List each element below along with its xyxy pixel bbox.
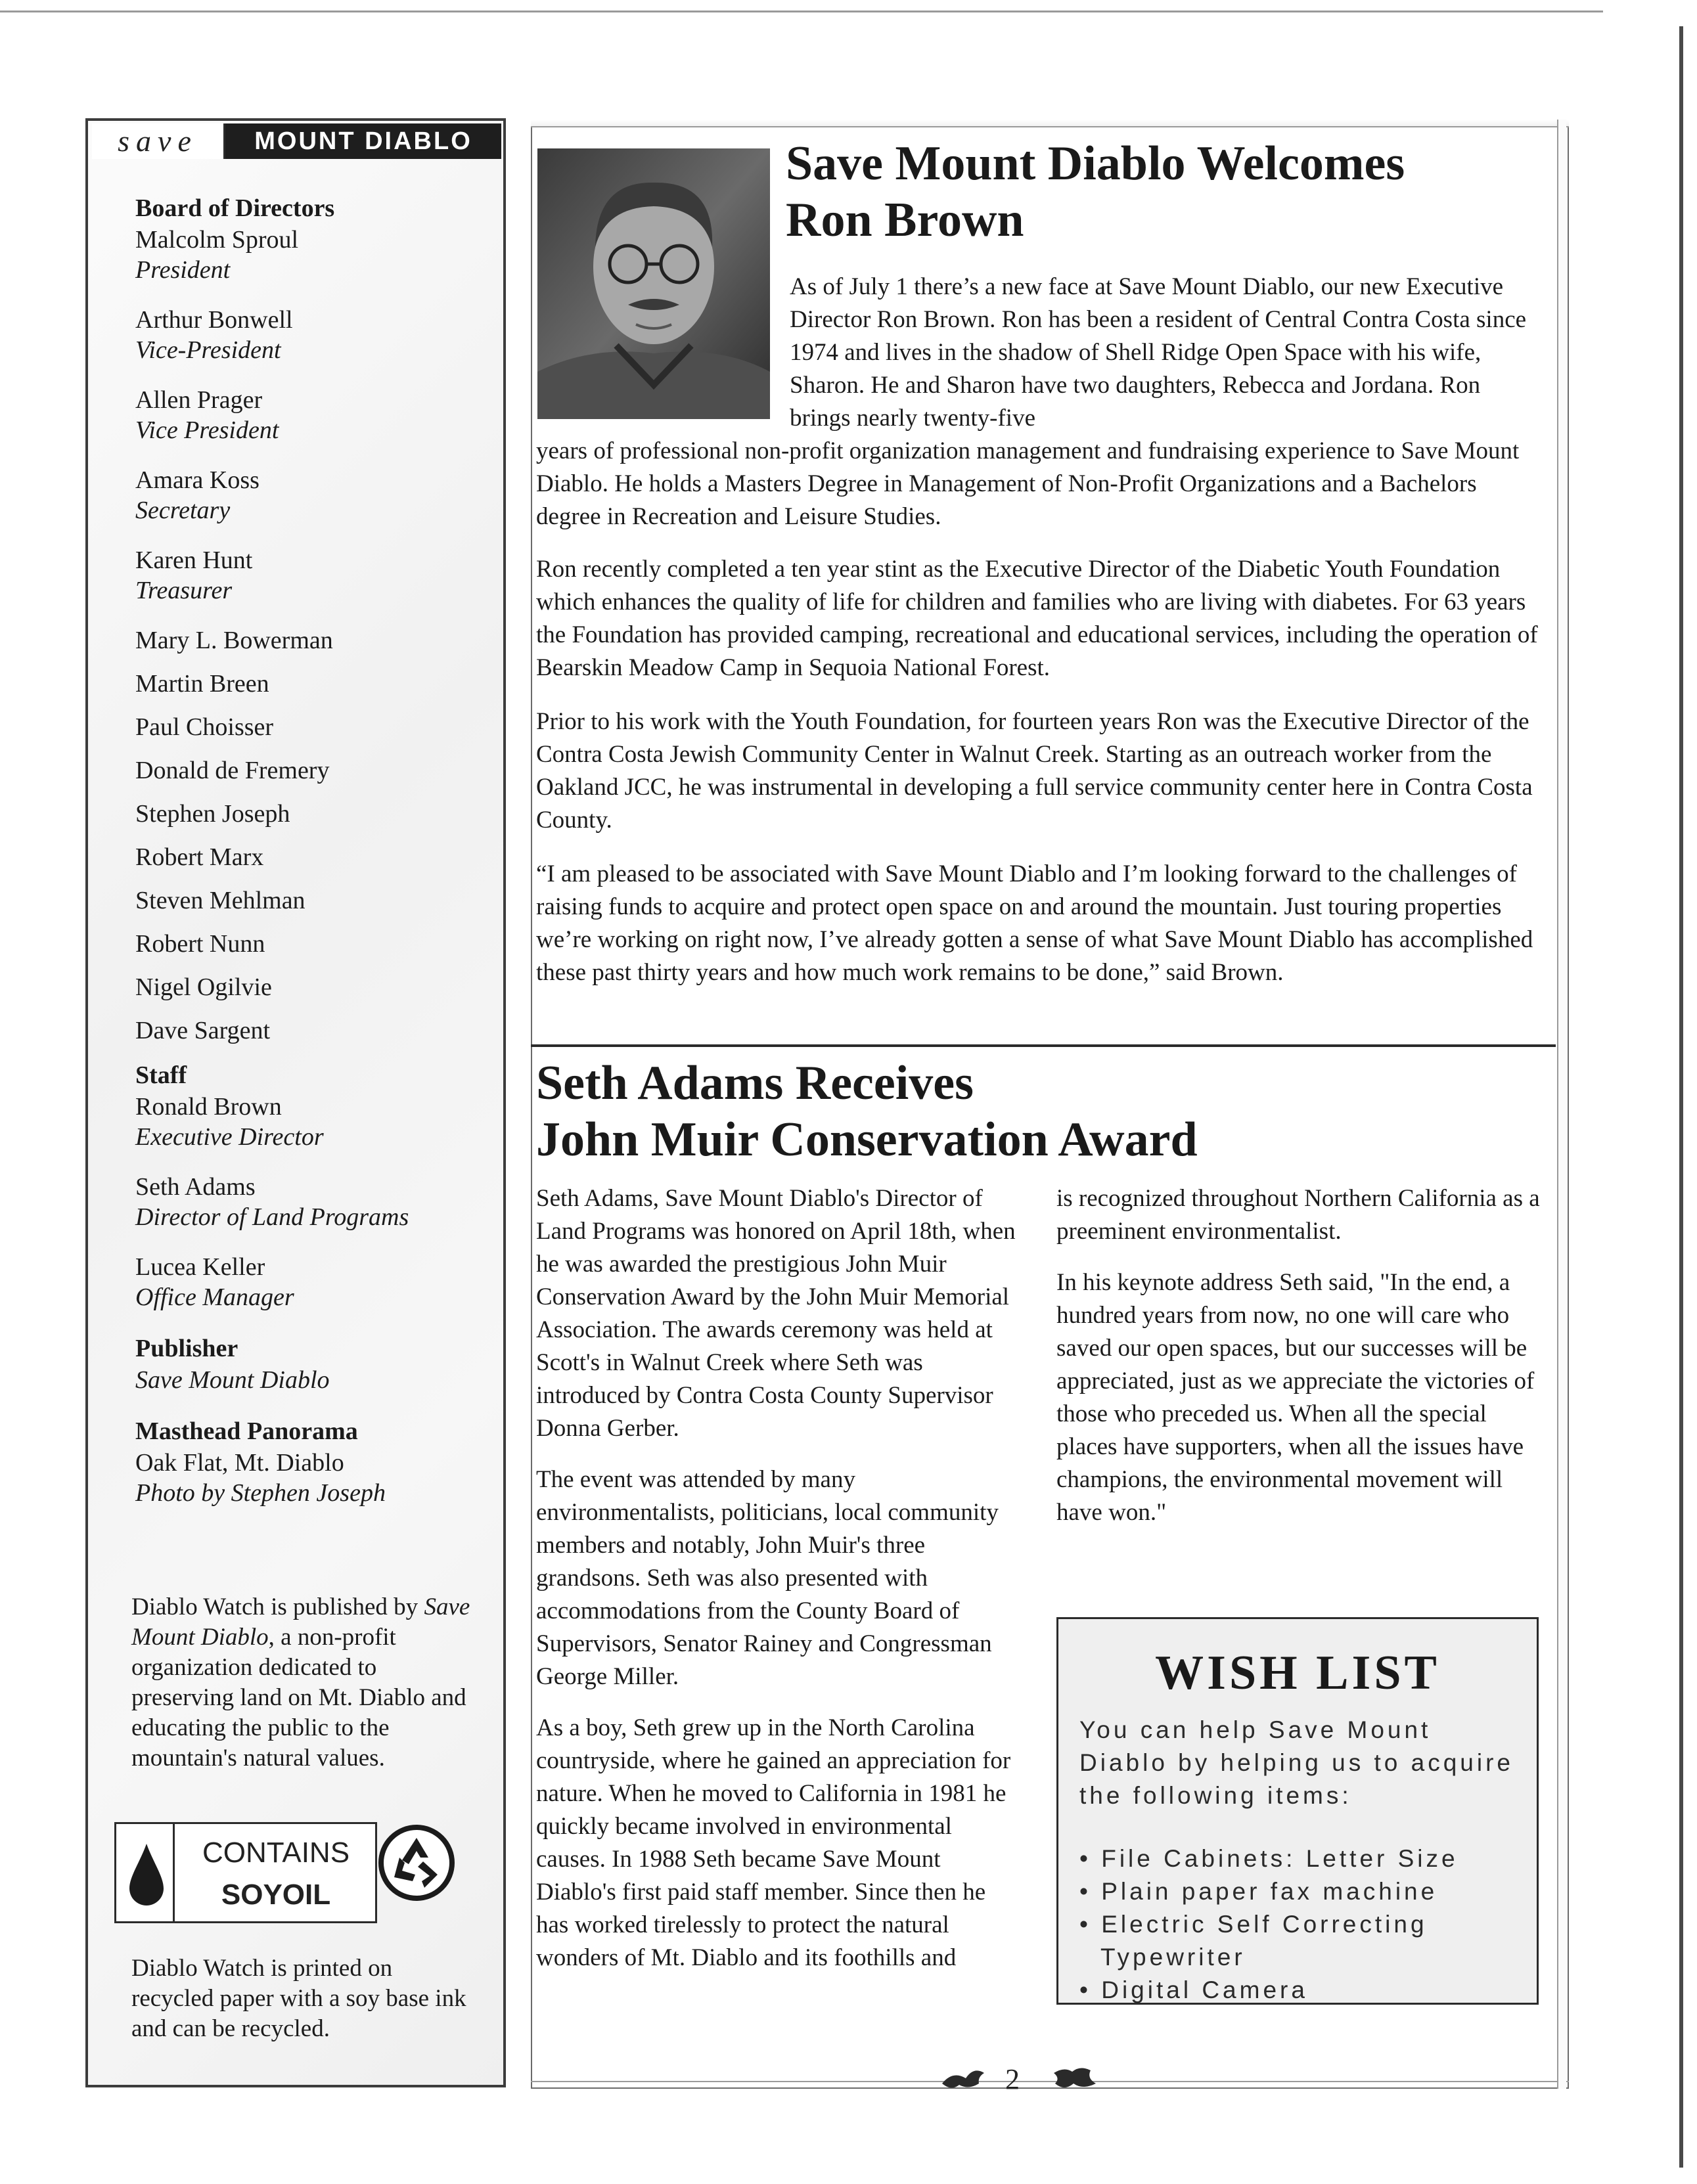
- page-number: 2: [1005, 2063, 1020, 2095]
- staff-role: Director of Land Programs: [135, 1203, 409, 1231]
- article2-column-right: [1056, 1182, 1543, 1548]
- article1-para3: Prior to his work with the Youth Foundation, for fourteen years Ron was the Executive Director of the Contra Costa Jewish Community Center in Walnut Creek. Starting as an outreach worker from the Oakland JCC, he was instrumental in developing a full service community center here in Contra Costa County.: [536, 708, 1533, 834]
- wish-list-item: • Electric Self Correcting Typewriter: [1079, 1911, 1428, 1971]
- frame-right-rule: [1557, 120, 1566, 2089]
- article2-title-line2: John Muir Conservation Award: [536, 1113, 1198, 1167]
- logo-save-text: save: [92, 123, 225, 159]
- wish-list-box: [1056, 1617, 1539, 2005]
- wish-list-item: • Plain paper fax machine: [1079, 1878, 1438, 1905]
- desc-post: , a non-profit organization dedicated to preserving land on Mt. Diablo and educating the public to the mountain's natural values.: [131, 1624, 466, 1772]
- publication-description: [131, 1592, 473, 1773]
- director-name: Martin Breen: [135, 670, 269, 698]
- officer-name: Karen Hunt: [135, 546, 253, 574]
- publisher-name: Save Mount Diablo: [135, 1366, 330, 1394]
- staff-name: Lucea Keller: [135, 1253, 265, 1281]
- masthead-credit: Photo by Stephen Joseph: [135, 1479, 386, 1507]
- recycled-paper-note: Diablo Watch is printed on recycled paper with a soy base ink and can be recycled.: [131, 1955, 466, 2042]
- director-name: Stephen Joseph: [135, 800, 290, 828]
- wish-list-intro: You can help Save Mount Diablo by helping us to acquire the following items:: [1079, 1716, 1514, 1809]
- officer-role: Treasurer: [135, 577, 233, 604]
- oak-leaf-ornament-icon: [1051, 2064, 1098, 2093]
- article1-title-line2: Ron Brown: [786, 193, 1024, 247]
- officer-role: Vice President: [135, 416, 279, 444]
- officer-name: Malcolm Sproul: [135, 226, 299, 254]
- article-divider: [531, 1044, 1556, 1047]
- article2-paragraph: In his keynote address Seth said, "In the end, a hundred years from now, no one will care who saved our open spaces, but our successes will be appreciated, just as we appreciate the victories of those who preceded us. When all the special places have supporters, when all the issues have champions, the environmental movement will have won.": [1056, 1269, 1535, 1526]
- recycle-icon: [377, 1823, 456, 1902]
- director-name: Dave Sargent: [135, 1017, 271, 1044]
- officer-role: President: [135, 256, 231, 284]
- oak-leaf-ornament-icon: [939, 2064, 987, 2093]
- director-name: Robert Marx: [135, 843, 264, 871]
- article1-title: [786, 135, 1405, 248]
- masthead-location: Oak Flat, Mt. Diablo: [135, 1449, 344, 1477]
- wish-item-text: Digital Camera: [1101, 1976, 1308, 2003]
- board-heading: Board of Directors: [135, 194, 335, 222]
- article1-title-line1: Save Mount Diablo Welcomes: [786, 137, 1405, 190]
- badge-divider: [173, 1824, 175, 1921]
- soy-text: [175, 1824, 376, 1916]
- wish-item-text: Electric Self Correcting Typewriter: [1100, 1911, 1428, 1971]
- desc-pre: Diablo Watch is published by: [131, 1593, 424, 1620]
- masthead-sidebar: [85, 118, 506, 2087]
- article2-paragraph: As a boy, Seth grew up in the North Carolina countryside, where he gained an appreciation for nature. When he moved to California in 1981 he quickly became involved in environmental causes. In 1988 Seth became Save Mount Diablo's first paid staff member. Since then he has worked tirelessly to protect the natural wonders of Mt. Diablo and its foothills and: [536, 1714, 1011, 1971]
- officer-name: Arthur Bonwell: [135, 306, 293, 334]
- article2-paragraph: Seth Adams, Save Mount Diablo's Director of Land Programs was honored on April 18th, when he was awarded the prestigious John Muir Conservation Award by the John Muir Memorial Association. The awards ceremony was held at Scott's in Walnut Creek where Seth was introduced by Contra Costa County Supervisor Donna Gerber.: [536, 1185, 1016, 1442]
- masthead-heading: Masthead Panorama: [135, 1417, 358, 1445]
- oil-drop-icon: [128, 1842, 165, 1907]
- staff-heading: Staff: [135, 1061, 187, 1089]
- wish-item-text: File Cabinets: Letter Size: [1101, 1845, 1459, 1872]
- soy-ink-badge: [114, 1822, 377, 1923]
- director-name: Robert Nunn: [135, 930, 265, 958]
- staff-name: Seth Adams: [135, 1173, 256, 1201]
- frame-bottom-rule: [531, 2081, 1569, 2089]
- wish-list-title: WISH LIST: [1155, 1646, 1440, 1700]
- officer-role: Secretary: [135, 497, 231, 524]
- director-name: Paul Choisser: [135, 713, 274, 741]
- wish-list-item: • File Cabinets: Letter Size: [1079, 1845, 1459, 1872]
- article2-paragraph: is recognized throughout Northern California as a preeminent environmentalist.: [1056, 1185, 1540, 1245]
- ron-brown-photo: [537, 148, 770, 419]
- page-right-edge: [1679, 26, 1683, 2168]
- wish-item-text: Plain paper fax machine: [1101, 1878, 1438, 1905]
- page-top-rule: [0, 11, 1603, 12]
- director-name: Donald de Fremery: [135, 757, 330, 784]
- article2-column-left: [536, 1182, 1021, 1993]
- article2-title-line1: Seth Adams Receives: [536, 1056, 974, 1110]
- article1-para1-rest: years of professional non-profit organization management and fundraising experience to Save Mount Diablo. He holds a Masters Degree in Management of Non-Profit Organizations and a Bachelors degree in Recreation and Leisure Studies.: [536, 437, 1520, 530]
- soy-line1: CONTAINS: [202, 1837, 350, 1869]
- wish-list-items: [1079, 1842, 1533, 2007]
- sidebar-logo: [92, 123, 501, 159]
- board-list: [135, 192, 490, 1528]
- staff-role: Executive Director: [135, 1123, 324, 1151]
- staff-role: Office Manager: [135, 1283, 294, 1311]
- officer-role: Vice-President: [135, 336, 281, 364]
- frame-top-rule: [531, 120, 1569, 127]
- officer-name: Allen Prager: [135, 386, 263, 414]
- article2-paragraph: The event was attended by many environmentalists, politicians, local community members and notably, John Muir's three grandsons. Seth was also presented with accommodations from the County Board of Supervisors, Senator Rainey and Congressman George Miller.: [536, 1466, 999, 1690]
- article1-quote: “I am pleased to be associated with Save Mount Diablo and I’m looking forward to the challenges of raising funds to acquire and protect open space on and around the mountain. Just touring properties we’re working on right now, I’ve already gotten a sense of what Save Mount Diablo has accomplished these past thirty years and how much work remains to be done,” said Brown.: [536, 860, 1533, 986]
- soy-line2: SOYOIL: [221, 1879, 331, 1911]
- wish-list-item: • Digital Camera: [1079, 1976, 1308, 2003]
- article1-para1-start: As of July 1 there’s a new face at Save Mount Diablo, our new Executive Director Ron Brown. Ron has been a resident of Central Contra Costa since 1974 and lives in the shadow of Shell Ridge Open Space with his wife, Sharon. He and Sharon have two daughters, Rebecca and Jordana. Ron brings nearly twenty-five: [790, 273, 1527, 432]
- publisher-heading: Publisher: [135, 1335, 238, 1362]
- director-name: Nigel Ogilvie: [135, 973, 272, 1001]
- director-name: Mary L. Bowerman: [135, 627, 333, 654]
- article2-title: [536, 1055, 1198, 1168]
- article1-para2: Ron recently completed a ten year stint as the Executive Director of the Diabetic Youth Foundation which enhances the quality of life for children and families who are living with diabetes. For 63 years the Foundation has provided camping, recreational and educational services, including the operation of Bearskin Meadow Camp in Sequoia National Forest.: [536, 556, 1538, 681]
- director-name: Steven Mehlman: [135, 887, 305, 914]
- logo-name-text: MOUNT DIABLO: [225, 123, 501, 159]
- desc-org: Save Mount Diablo: [131, 1593, 470, 1651]
- officer-name: Amara Koss: [135, 466, 260, 494]
- staff-name: Ronald Brown: [135, 1093, 282, 1121]
